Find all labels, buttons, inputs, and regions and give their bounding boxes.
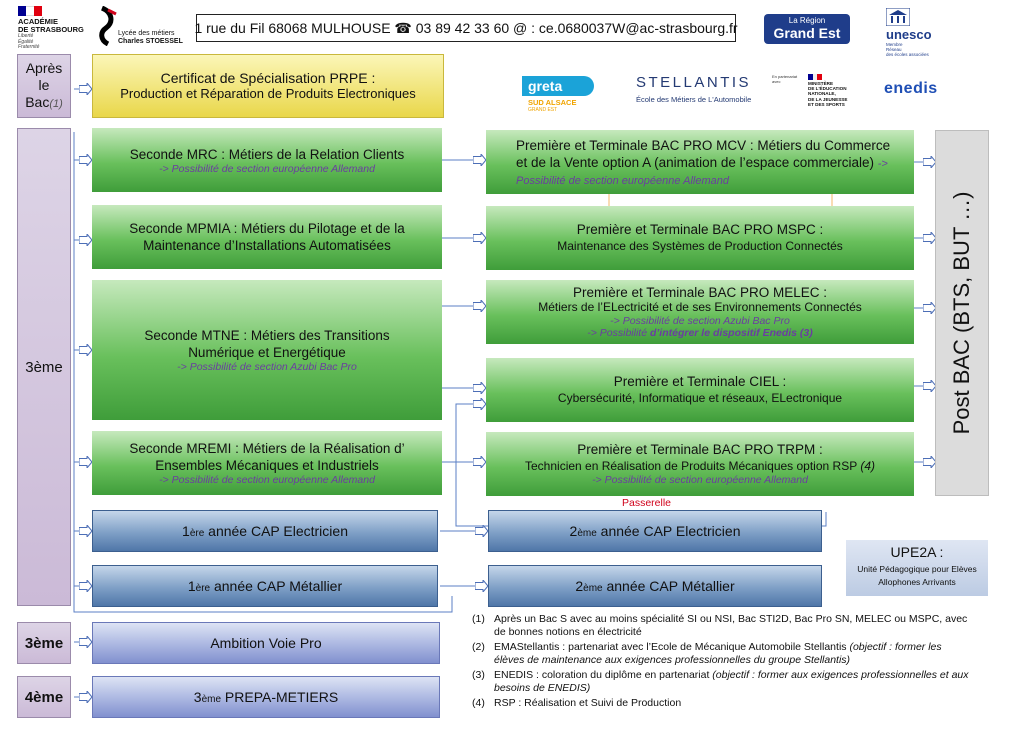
bac-melec <box>486 280 914 344</box>
seconde-mpmia-title: Seconde MPMIA : Métiers du Pilotage et de la Maintenance d’Installations Automatisées <box>129 221 405 253</box>
footnote-3 <box>472 669 972 694</box>
seconde-mremi-title: Seconde MREMI : Métiers de la Réalisation d’ Ensembles Mécaniques et Industriels <box>129 441 405 473</box>
upe2a-line-2: Allophones Arrivants <box>878 577 956 587</box>
level-3eme-ambition-label: 3ème <box>24 634 64 652</box>
region-line-2: Grand Est <box>773 25 841 41</box>
bac-ciel-subtitle: Cybersécurité, Informatique et réseaux, ELectronique <box>557 391 843 405</box>
stellantis-name: STELLANTIS <box>636 74 752 91</box>
bac-mcv <box>486 130 914 194</box>
prpe-subtitle: Production et Réparation de Produits Electroniques <box>120 86 416 101</box>
footnote-2-italic: (objectif : former les élèves de maintenance aux exigences professionnelles du groupe Stellantis) <box>494 641 942 666</box>
bac-ciel <box>486 358 914 422</box>
bac-mspc-subtitle: Maintenance des Systèmes de Production Connectés <box>557 239 843 253</box>
cap-met-2-label: année CAP Métallier <box>602 578 735 594</box>
greta-sub-1: SUD ALSACE <box>528 98 577 107</box>
cap-met-1-num: 1 <box>187 578 196 594</box>
motto-line-1: Liberté <box>18 33 34 39</box>
bac-trpm <box>486 432 914 496</box>
seconde-mremi <box>92 431 442 495</box>
school-address: 1 rue du Fil 68068 MULHOUSE ☎ 03 89 42 33 60 @ : ce.0680037W@ac-strasbourg.fr <box>196 14 736 42</box>
cap-elec-2-num: 2 <box>569 523 578 539</box>
motto-line-3: Fraternité <box>18 44 40 50</box>
bac-ciel-title: Première et Terminale CIEL : <box>613 374 787 389</box>
ministere-line-2: DE L'ÉDUCATION <box>808 86 847 92</box>
apres-bac-line-3: Bac <box>25 93 50 110</box>
prepa-ordinal: ème <box>201 694 222 705</box>
upe2a-line-1: Unité Pédagogique pour Elèves <box>857 564 977 574</box>
footnote-1-number: (1) <box>472 613 485 625</box>
lycee-line-1: Lycée des métiers <box>118 30 175 37</box>
bac-melec-option-2a: -> Possibilité <box>587 327 650 339</box>
prpe-box <box>92 54 444 118</box>
level-apres-bac <box>17 54 71 118</box>
seconde-mrc-option: -> Possibilité de section européenne Allemand <box>159 162 375 175</box>
cap-metallier-2 <box>488 565 822 607</box>
partenariat-label: En partenariat avec <box>772 74 798 84</box>
level-3eme <box>17 128 71 606</box>
footnote-4-number: (4) <box>472 697 485 709</box>
cap-elec-2-label: année CAP Electricien <box>596 523 741 539</box>
unesco-name: unesco <box>886 27 932 42</box>
prepa-label: PREPA-METIERS <box>221 689 339 705</box>
bac-mcv-title-text: Première et Terminale BAC PRO MCV : Métiers du Commerce et de la Vente option A (animation de l’espace commerciale) <box>516 137 891 170</box>
bac-melec-subtitle: Métiers de l’ELectricité et de ses Environnements Connectés <box>538 300 862 314</box>
bac-mspc <box>486 206 914 270</box>
cap-met-1-ordinal: ère <box>195 583 211 594</box>
level-4eme <box>17 676 71 718</box>
cap-elec-1-label: année CAP Electricien <box>204 523 348 539</box>
prpe-title: Certificat de Spécialisation PRPE : <box>160 70 376 86</box>
unesco-sub-2: Réseau <box>886 47 902 52</box>
lycee-line-2: Charles STOESSEL <box>118 38 183 45</box>
footnote-3-text: ENEDIS : coloration du diplôme en partenariat <box>494 669 713 681</box>
greta-sub-2: GRAND EST <box>528 107 558 113</box>
prepa-metiers <box>92 676 440 718</box>
seconde-mrc-title: Seconde MRC : Métiers de la Relation Clients <box>129 146 405 162</box>
footnotes <box>472 613 972 710</box>
cap-met-1-label: année CAP Métallier <box>210 578 343 594</box>
seconde-mrc <box>92 128 442 192</box>
bac-melec-option-1: -> Possibilité de section Azubi Bac Pro <box>610 315 790 327</box>
seconde-mremi-option: -> Possibilité de section européenne Allemand <box>159 474 375 486</box>
passerelle-label: Passerelle <box>622 497 672 509</box>
bac-trpm-option: -> Possibilité de section européenne Allemand <box>592 474 808 486</box>
bac-trpm-note: (4) <box>860 459 875 473</box>
bac-mspc-title: Première et Terminale BAC PRO MSPC : <box>576 222 824 237</box>
cap-electricien-1 <box>92 510 438 552</box>
enedis-logo: enedis <box>884 80 938 97</box>
bac-trpm-title: Première et Terminale BAC PRO TRPM : <box>577 442 823 457</box>
seconde-mtne <box>92 280 442 420</box>
footnote-4 <box>472 697 972 710</box>
region-line-1: La Région <box>788 16 826 25</box>
unesco-sub-1: Membre <box>886 42 903 47</box>
cap-elec-2-ordinal: ème <box>577 528 597 539</box>
footnote-1 <box>472 613 972 638</box>
seconde-mtne-option: -> Possibilité de section Azubi Bac Pro <box>177 361 357 373</box>
stellantis-sub: École des Métiers de L'Automobile <box>636 95 752 104</box>
footnote-2 <box>472 641 972 666</box>
bac-melec-option-2 <box>587 327 813 339</box>
seconde-mtne-title: Seconde MTNE : Métiers des Transitions Numérique et Energétique <box>144 328 390 360</box>
footnote-3-number: (3) <box>472 669 485 681</box>
seconde-mpmia <box>92 205 442 269</box>
cap-metallier-1 <box>92 565 438 607</box>
bac-mcv-option: -> Possibilité de section européenne Allemand <box>516 157 888 187</box>
prepa-num: 3 <box>193 689 202 705</box>
cap-met-2-ordinal: ème <box>583 583 603 594</box>
apres-bac-note: (1) <box>49 97 63 110</box>
ministere-line-1: MINISTÈRE <box>808 81 834 86</box>
cap-met-2-num: 2 <box>575 578 584 594</box>
footnote-3-italic: (objectif : former aux exigences professionnelles et aux besoins de ENEDIS) <box>494 669 969 694</box>
ambition-label: Ambition Voie Pro <box>210 635 322 651</box>
post-bac-box <box>935 130 989 496</box>
ministere-line-4: DE LA JEUNESSE <box>808 96 848 102</box>
academie-line-2: DE STRASBOURG <box>18 25 84 34</box>
bac-trpm-subtitle: Technicien en Réalisation de Produits Mécaniques option RSP <box>525 459 857 473</box>
bac-mcv-title <box>516 137 904 188</box>
footnote-1-text: Après un Bac S avec au moins spécialité SI ou NSI, Bac STI2D, Bac Pro SN, MELEC ou MSPC, avec de bonnes notions en électricité <box>494 613 968 638</box>
greta-name: greta <box>522 76 594 96</box>
ministere-line-3: NATIONALE, <box>808 91 836 97</box>
apres-bac-line-1: Après <box>25 59 63 76</box>
passerelle-line <box>826 506 852 528</box>
bac-melec-option-2b: d’intégrer le dispositif Enedis (3) <box>649 327 813 339</box>
bac-melec-title: Première et Terminale BAC PRO MELEC : <box>572 285 828 300</box>
footnote-2-number: (2) <box>472 641 485 653</box>
footnote-4-text: RSP : Réalisation et Suivi de Production <box>494 697 682 709</box>
motto-line-2: Égalité <box>18 38 34 45</box>
cap-electricien-2 <box>488 510 822 552</box>
upe2a-title: UPE2A : <box>890 544 944 560</box>
unesco-sub-3: des écoles associées <box>886 52 929 57</box>
level-3eme-label: 3ème <box>25 358 63 376</box>
footnote-2-text: EMAStellantis : partenariat avec l’Ecole de Mécanique Automobile Stellantis <box>494 641 850 653</box>
post-bac-label: Post BAC (BTS, BUT …) <box>949 191 974 435</box>
upe2a-box <box>846 540 988 596</box>
level-3eme-ambition <box>17 622 71 664</box>
academie-line-1: ACADÉMIE <box>18 17 59 26</box>
ministere-line-5: ET DES SPORTS <box>808 101 845 107</box>
ambition-voie-pro <box>92 622 440 664</box>
cap-elec-1-num: 1 <box>182 523 190 539</box>
cap-elec-1-ordinal: ère <box>189 528 205 539</box>
apres-bac-line-2: le <box>38 76 50 93</box>
level-4eme-label: 4ème <box>24 688 64 706</box>
